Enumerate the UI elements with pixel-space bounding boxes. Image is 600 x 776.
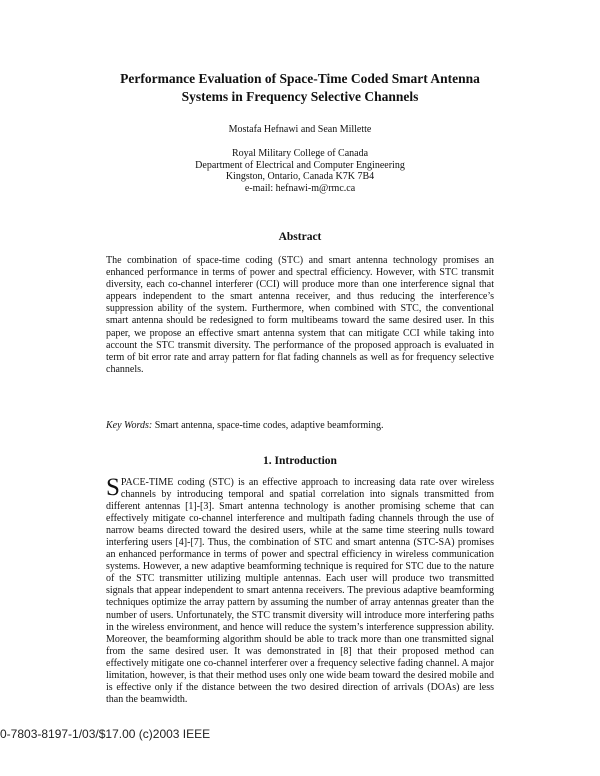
abstract-heading: Abstract	[278, 231, 322, 243]
authors: Mostafa Hefnawi and Sean Millette	[228, 124, 372, 135]
intro-heading: 1. Introduction	[263, 455, 337, 467]
affiliation-institution: Royal Military College of Canada	[231, 148, 369, 159]
affiliation	[60, 148, 540, 194]
title-line-1: Performance Evaluation of Space-Time Coded Smart Antenna	[120, 71, 480, 86]
intro-text: PACE-TIME coding (STC) is an effective approach to increasing data rate over wireless channels by introducing temporal and spatial correlation into signals transmitted from different antennas [1]-[3]. Smart antenna technology is another promising scheme that can effectively mitigate co-channel interference and multipath fading channels through the use of narrow beams directed toward the desired users, while at the same time steering nulls toward interfering users [4]-[7]. Thus, the combination of STC and smart antenna (STC-SA) promises an enhanced performance in terms of power and spectral efficiency in wireless communication systems. However, a new adaptive beamforming technique is required for STC due to the nature of the STC transmitter utilizing multiple antennas. Each user will produce two transmitted signals that appear independent to smart antenna receivers. The previous adaptive beamforming techniques optimize the array pattern by assuming the number of array antennas greater than the number of users. Unfortunately, the STC transmit diversity will introduce more interfering paths in the wireless environment, and hence will reduce the system’s interference suppression ability. Moreover, the beamforming algorithm should be able to track more than one transmitted signal from the same desired user. It was demonstrated in [8] that their proposed method can effectively mitigate one co-channel interferer over a frequency selective fading channel. A major limitation, however, is that their method uses only one wide beam toward the desired mobile and is effective only if the distance between the two desired direction of arrivals (DOAs) are less than the beamwidth.	[106, 477, 494, 705]
paper-title	[60, 70, 540, 106]
affiliation-email: e-mail: hefnawi-m@rmc.ca	[244, 182, 356, 194]
keywords	[106, 420, 494, 432]
abstract-text: The combination of space-time coding (STC) and smart antenna technology promises an enhanced performance in terms of power and spectral efficiency. However, with STC transmit diversity, each co-channel interferer (CCI) will produce more than one interference signal that appears independent to the smart antenna receiver, and thus reducing the interference’s suppression ability of the system. Furthermore, when combined with STC, the conventional smart antenna should be redesigned to form multibeams toward the same desired user. In this paper, we propose an effective smart antenna system that can mitigate CCI while taking into account the STC transmit diversity. The performance of the proposed approach is evaluated in term of bit error rate and array pattern for flat fading channels as well as for frequency selective channels.	[106, 255, 494, 375]
copyright-footer: 0-7803-8197-1/03/$17.00 (c)2003 IEEE	[0, 727, 211, 741]
keywords-text: Smart antenna, space-time codes, adaptive beamforming.	[152, 420, 384, 431]
affiliation-address: Kingston, Ontario, Canada K7K 7B4	[225, 171, 375, 182]
title-line-2: Systems in Frequency Selective Channels	[181, 89, 419, 104]
intro-body	[106, 474, 494, 706]
keywords-label: Key Words:	[106, 420, 153, 431]
affiliation-department: Department of Electrical and Computer Engineering	[195, 159, 405, 171]
intro-dropcap: S	[106, 474, 120, 501]
